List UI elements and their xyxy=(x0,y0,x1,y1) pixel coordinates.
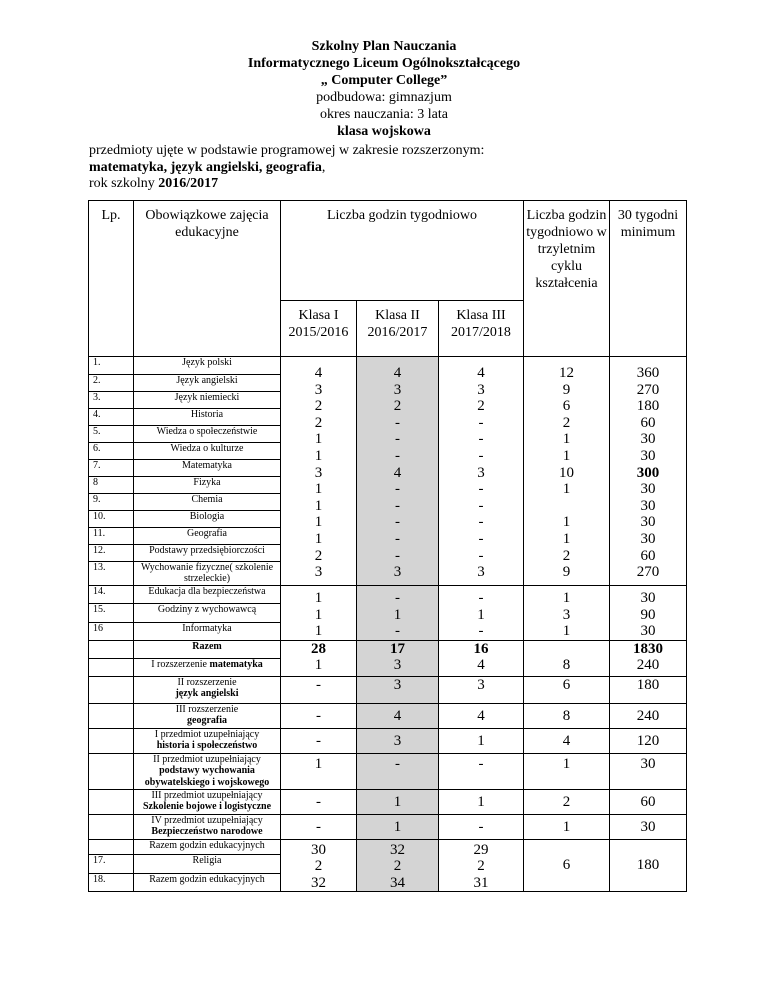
supp1-class-1: - xyxy=(281,728,357,753)
supp2-cycle: 1 xyxy=(524,753,610,789)
school-year: 2016/2017 xyxy=(158,176,219,191)
row-lp: 3. xyxy=(89,392,134,409)
row-lp: 4. xyxy=(89,409,134,426)
supp1-class-3: 1 xyxy=(439,728,524,753)
plan-title: Szkolny Plan Nauczania xyxy=(311,39,457,54)
ext3-class-2: 4 xyxy=(357,703,439,728)
supplementary-2: II przedmiot uzupełniający podstawy wychowania obywatelskiego i wojskowego xyxy=(134,753,281,789)
supp4-class-3: - xyxy=(439,814,524,839)
row-lp: 14. xyxy=(89,586,134,604)
row-subject: Edukacja dla bezpieczeństwa xyxy=(134,586,281,604)
header-subjects: Obowiązkowe zajęcia edukacyjne xyxy=(134,201,281,357)
block2-minimum: 30 90 30 xyxy=(610,586,687,641)
intro-text: przedmioty ujęte w podstawie programowej w zakresie rozszerzonym: matematyka, język angielski, geografia, rok szkolny 2016/2017 xyxy=(89,143,689,193)
supp3-class-2: 1 xyxy=(357,789,439,814)
supp3-cycle: 2 xyxy=(524,789,610,814)
block1-class-1: 4 3 2 2 1 1 3 1 1 1 1 2 3 xyxy=(281,357,357,586)
block1-class-3: 4 3 2 - - - 3 - - - - - 3 xyxy=(439,357,524,586)
row-subject: Informatyka xyxy=(134,622,281,640)
header-minimum: 30 tygodni minimum xyxy=(610,201,687,357)
school-year-label: rok szkolny xyxy=(89,176,159,191)
row-lp: 10. xyxy=(89,511,134,528)
row-lp: 12. xyxy=(89,545,134,562)
totals-class-2: 32 2 34 xyxy=(357,839,439,892)
supp2-class-1: 1 xyxy=(281,753,357,789)
supp4-minimum: 30 xyxy=(610,814,687,839)
row-lp: 16 xyxy=(89,622,134,640)
row-subject: Wychowanie fizyczne( szkolenie strzeleckie) xyxy=(134,562,281,586)
row-subject: Fizyka xyxy=(134,477,281,494)
razem-minimum: 1830 240 xyxy=(610,640,687,676)
supp4-class-2: 1 xyxy=(357,814,439,839)
school-name: Informatycznego Liceum Ogólnokształcącego xyxy=(247,56,521,71)
row-lp: 5. xyxy=(89,426,134,443)
ext2-class-3: 3 xyxy=(439,676,524,703)
religion-minimum: 180 xyxy=(610,839,687,892)
extended-subjects: matematyka, język angielski, geografia xyxy=(89,159,322,175)
razem-class-2: 17 3 xyxy=(357,640,439,676)
supp3-class-1: - xyxy=(281,789,357,814)
block1-minimum: 360 270 180 60 30 30 300 30 30 30 30 60 270 xyxy=(610,357,687,586)
extension-3: III rozszerzenie geografia xyxy=(134,703,281,728)
row-subject: Wiedza o społeczeństwie xyxy=(134,426,281,443)
header-hours-weekly: Liczba godzin tygodniowo xyxy=(281,201,524,301)
header-lp: Lp. xyxy=(89,201,134,357)
religion-cycle: 6 xyxy=(524,839,610,892)
supp1-cycle: 4 xyxy=(524,728,610,753)
foundation: podbudowa: gimnazjum xyxy=(316,90,452,105)
supp4-cycle: 1 xyxy=(524,814,610,839)
grand-total-label: Razem godzin edukacyjnych xyxy=(134,873,281,892)
row-subject: Język polski xyxy=(134,357,281,375)
supplementary-1: I przedmiot uzupełniający historia i społeczeństwo xyxy=(134,728,281,753)
block2-cycle: 1 3 1 xyxy=(524,586,610,641)
row-lp: 8 xyxy=(89,477,134,494)
row-subject: Historia xyxy=(134,409,281,426)
row-subject: Biologia xyxy=(134,511,281,528)
row-subject: Matematyka xyxy=(134,460,281,477)
row-subject: Wiedza o kulturze xyxy=(134,443,281,460)
ext3-class-1: - xyxy=(281,703,357,728)
ext3-minimum: 240 xyxy=(610,703,687,728)
document-header xyxy=(0,38,768,140)
curriculum-table xyxy=(88,200,687,892)
block1-class-2: 4 3 2 - - - 4 - - - - - 3 xyxy=(357,357,439,586)
row-subject: Geografia xyxy=(134,528,281,545)
header-class-1: Klasa I 2015/2016 xyxy=(281,301,357,357)
row-subject: Podstawy przedsiębiorczości xyxy=(134,545,281,562)
supp4-class-1: - xyxy=(281,814,357,839)
block2-class-1: 1 1 1 xyxy=(281,586,357,641)
totals-class-1: 30 2 32 xyxy=(281,839,357,892)
row-lp: 1. xyxy=(89,357,134,375)
ext2-class-1: - xyxy=(281,676,357,703)
supp1-minimum: 120 xyxy=(610,728,687,753)
extension-1: I rozszerzenie matematyka xyxy=(134,658,281,676)
ext2-minimum: 180 xyxy=(610,676,687,703)
supp3-minimum: 60 xyxy=(610,789,687,814)
block2-class-3: - 1 - xyxy=(439,586,524,641)
ext3-cycle: 8 xyxy=(524,703,610,728)
block2-class-2: - 1 - xyxy=(357,586,439,641)
supplementary-3: III przedmiot uzupełniający Szkolenie bojowe i logistyczne xyxy=(134,789,281,814)
extended-subjects-label: przedmioty ujęte w podstawie programowej w zakresie rozszerzonym: xyxy=(89,143,485,158)
razem-class-1: 28 1 xyxy=(281,640,357,676)
row-lp: 17. xyxy=(89,855,134,874)
school-brand: „ Computer College” xyxy=(320,73,448,88)
razem-class-3: 16 4 xyxy=(439,640,524,676)
header-class-2: Klasa II 2016/2017 xyxy=(357,301,439,357)
block1-cycle: 12 9 6 2 1 1 10 1 1 1 2 9 xyxy=(524,357,610,586)
row-lp: 18. xyxy=(89,873,134,892)
duration: okres nauczania: 3 lata xyxy=(320,107,448,122)
total-hours-label: Razem godzin edukacyjnych xyxy=(134,839,281,854)
extension-2: II rozszerzenie język angielski xyxy=(134,676,281,703)
supplementary-4: IV przedmiot uzupełniający Bezpieczeństwo narodowe xyxy=(134,814,281,839)
razem-cycle: 8 xyxy=(524,640,610,676)
ext2-cycle: 6 xyxy=(524,676,610,703)
supp2-class-3: - xyxy=(439,753,524,789)
row-lp: 13. xyxy=(89,562,134,586)
row-subject: Godziny z wychowawcą xyxy=(134,604,281,622)
row-lp: 9. xyxy=(89,494,134,511)
row-lp: 6. xyxy=(89,443,134,460)
supp3-class-3: 1 xyxy=(439,789,524,814)
razem-label: Razem xyxy=(134,640,281,658)
header-hours-cycle: Liczba godzin tygodniowo w trzyletnim cyklu kształcenia xyxy=(524,201,610,357)
ext2-class-2: 3 xyxy=(357,676,439,703)
row-lp: 2. xyxy=(89,375,134,392)
supp2-minimum: 30 xyxy=(610,753,687,789)
totals-class-3: 29 2 31 xyxy=(439,839,524,892)
row-subject: Język angielski xyxy=(134,375,281,392)
row-subject: Chemia xyxy=(134,494,281,511)
class-type: klasa wojskowa xyxy=(337,124,431,139)
religion-label: Religia xyxy=(134,855,281,874)
row-lp: 15. xyxy=(89,604,134,622)
row-lp: 11. xyxy=(89,528,134,545)
ext3-class-3: 4 xyxy=(439,703,524,728)
header-class-3: Klasa III 2017/2018 xyxy=(439,301,524,357)
supp1-class-2: 3 xyxy=(357,728,439,753)
supp2-class-2: - xyxy=(357,753,439,789)
row-subject: Język niemiecki xyxy=(134,392,281,409)
row-lp: 7. xyxy=(89,460,134,477)
